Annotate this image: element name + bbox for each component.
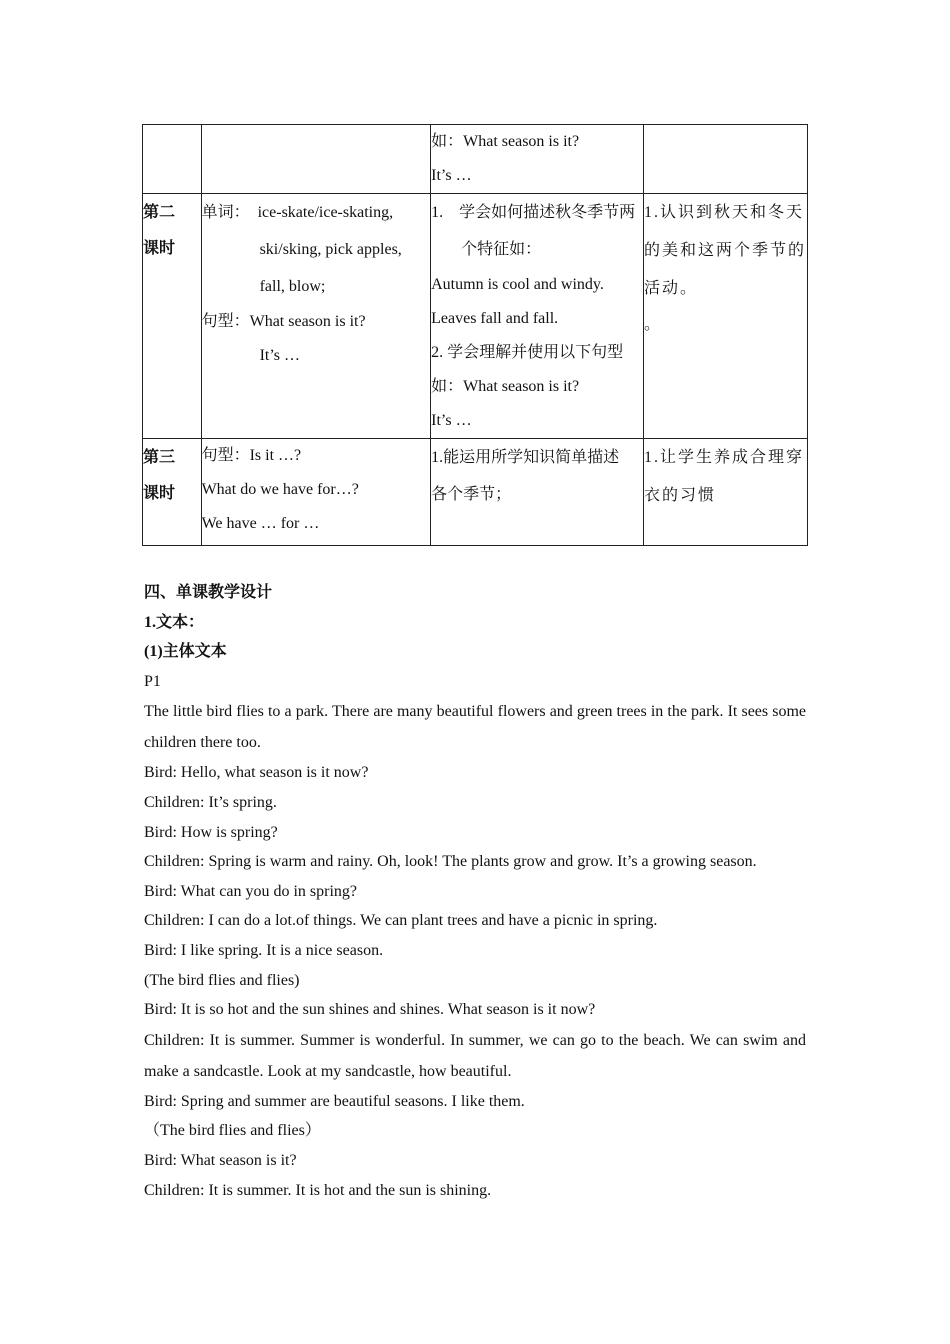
- paragraph: The little bird flies to a park. There are many beautiful flowers and green trees in the park. It sees some children there too.: [144, 703, 806, 752]
- subsection-title: 1.文本：: [144, 613, 205, 631]
- section-title: 四、单课教学设计: [144, 584, 273, 601]
- text-line: It’s …: [431, 167, 472, 184]
- text-line: 。: [643, 316, 660, 333]
- goal-cell: [431, 194, 644, 439]
- dialogue-line: (The bird flies and flies): [144, 971, 300, 989]
- text-line: 活动。: [643, 280, 698, 297]
- word-item: ice-skate/ice-skating,: [257, 204, 394, 221]
- text-line: 1.认识到秋天和冬天: [643, 204, 804, 221]
- words-line: [202, 194, 431, 231]
- text-line: What do we have for…?: [201, 481, 359, 498]
- word-item: ski/sking, pick apples,: [259, 241, 402, 258]
- text-line: 1. 学会如何描述秋冬季节两: [431, 204, 636, 221]
- text-line: Leaves fall and fall.: [431, 310, 559, 327]
- dialogue-line: Children: It is summer. It is hot and the sun is shining.: [144, 1181, 492, 1199]
- content-cell: [201, 439, 431, 546]
- lesson-cell: [143, 125, 202, 194]
- dialogue-line: Bird: It is so hot and the sun shines and shines. What season is it now?: [144, 1001, 596, 1019]
- text-line: 衣的习惯: [643, 487, 716, 504]
- emotion-cell: [643, 125, 807, 194]
- table-row: [143, 125, 808, 194]
- text-line: 1.能运用所学知识简单描述: [431, 449, 620, 466]
- pattern-line: [202, 305, 431, 339]
- lesson-design-section: [144, 578, 806, 1205]
- lesson-label: 课时: [143, 483, 176, 502]
- words-label: 单词：: [201, 204, 250, 221]
- dialogue-line: Bird: Hello, what season is it now?: [144, 764, 369, 782]
- text-line: 2. 学会理解并使用以下句型: [431, 344, 624, 361]
- dialogue-line: Bird: What season is it?: [144, 1151, 297, 1169]
- lesson-plan-table: [142, 124, 808, 546]
- emotion-cell: [643, 194, 807, 439]
- emotion-cell: [643, 439, 807, 546]
- dialogue-line: Bird: I like spring. It is a nice season.: [144, 941, 384, 959]
- lesson-label: 课时: [143, 238, 176, 257]
- text-line: Autumn is cool and windy.: [431, 276, 604, 293]
- dialogue-line: Bird: How is spring?: [144, 823, 278, 841]
- lesson-cell: [143, 194, 202, 439]
- pattern-label: 句型：: [201, 313, 250, 330]
- text-line: 句型：Is it …?: [201, 447, 302, 464]
- word-item: fall, blow;: [259, 278, 326, 295]
- dialogue-line: Children: I can do a lot.of things. We can plant trees and have a picnic in spring.: [144, 912, 658, 930]
- text-line: 如：What season is it?: [431, 133, 580, 150]
- dialogue-line: Children: It is summer. Summer is wonderful. In summer, we can go to the beach. We can swim and make a sandcastle. Look at my sandcastle, how beautiful.: [144, 1031, 806, 1080]
- pattern-item: It’s …: [259, 347, 301, 364]
- dialogue-line: Bird: Spring and summer are beautiful seasons. I like them.: [144, 1092, 525, 1110]
- text-line: 如：What season is it?: [431, 378, 580, 395]
- lesson-label: 第二: [143, 202, 176, 221]
- text-line: We have … for …: [201, 515, 320, 532]
- dialogue-line: Children: It’s spring.: [144, 793, 277, 811]
- lesson-cell: [143, 439, 202, 546]
- dialogue-line: Bird: What can you do in spring?: [144, 882, 357, 900]
- dialogue-line: （The bird flies and flies）: [144, 1122, 321, 1140]
- content-cell: [201, 125, 431, 194]
- dialogue-line: Children: Spring is warm and rainy. Oh, look! The plants grow and grow. It’s a growing season.: [144, 853, 757, 871]
- text-line: It’s …: [431, 412, 472, 429]
- content-cell: [201, 194, 431, 439]
- pattern-item: What season is it?: [249, 313, 366, 330]
- text-line: 1.让学生养成合理穿: [643, 449, 804, 466]
- text-line: 的美和这两个季节的: [643, 242, 806, 259]
- goal-cell: [431, 439, 644, 546]
- lesson-label: 第三: [143, 447, 176, 466]
- table-row: [143, 194, 808, 439]
- subsection-title: (1)主体文本: [144, 643, 227, 661]
- table-row: [143, 439, 808, 546]
- page-label: P1: [144, 672, 161, 690]
- text-line: 个特征如：: [461, 241, 542, 258]
- goal-cell: [431, 125, 644, 194]
- text-line: 各个季节；: [431, 486, 512, 503]
